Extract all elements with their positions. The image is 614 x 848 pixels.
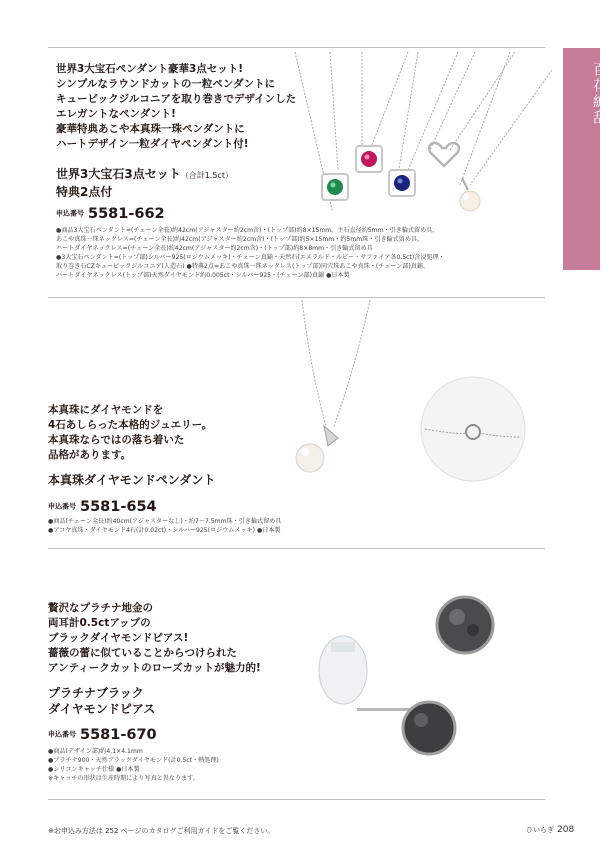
clasp-closeup-photo: [419, 375, 527, 483]
spec-line: ●シリコンキャッチ仕様 ●日本製: [48, 766, 140, 773]
spec-line: あこや真珠一珠ネックレス=(チェーン全長)約42cm(アジャスター約2cm含)・(トップ部)約5×15mm・約5mm珠・引き輪式留め具、: [56, 236, 424, 243]
product-2-title: [48, 472, 215, 488]
spec-line: 取り巻き石CZキュービックジルコニア(人造石) ●特典2点=あこや真珠一珠ネックレス(トップ部)同穴珠あこや真珠・(チェーン部)真鍮、: [56, 263, 430, 270]
spec-line: ●商品(チェーン全長)約40cm(アジャスターなし)・約7～7.5mm珠・引き輪式留め具: [48, 518, 282, 525]
spec-line: ハートダイヤネックレス(トップ部)天然ダイヤモンド約0.005ct・シルバー925・(チェーン部)真鍮 ●日本製: [56, 272, 350, 279]
desc-line: シンプルなラウンドカットの一粒ペンダントに: [56, 78, 276, 90]
desc-line: ブラックダイヤモンドピアス!: [48, 632, 189, 644]
category-tab[interactable]: [563, 48, 613, 270]
order-label: 申込番号: [48, 502, 76, 511]
black-diamond-earring-photo: [305, 590, 505, 775]
desc-line: 本真珠にダイヤモンドを: [48, 404, 164, 416]
heart-pendant: [429, 143, 459, 166]
ruby-pendant: [356, 146, 382, 172]
desc-line: アンティークカットのローズカットが魅力的!: [48, 662, 261, 674]
emerald-pendant: [322, 174, 348, 200]
desc-line: キュービックジルコニアを取り巻きでデザインした: [56, 93, 297, 105]
title-line: 世界3大宝石3点セット: [56, 167, 181, 181]
title-note: （合計1.5ct）: [180, 171, 233, 180]
order-guide-note: ※お申込み方法は 252 ページのカタログご利用ガイドをご覧ください。: [48, 827, 275, 835]
product-2-order: [48, 496, 157, 515]
order-number[interactable]: 5581-654: [80, 498, 157, 515]
order-number[interactable]: 5581-662: [88, 205, 165, 222]
desc-line: 本真珠ならではの落ち着いた: [48, 434, 185, 446]
gemstone-pendant-set-photo: [290, 50, 552, 225]
desc-line: ハートデザイン一粒ダイヤペンダント付!: [56, 138, 249, 150]
desc-line: 4石あしらった本格的ジュエリー。: [48, 419, 213, 431]
page-footer: [526, 825, 574, 835]
divider-2: [48, 548, 545, 549]
product-1-specs: [56, 226, 445, 280]
black-diamond-top: [437, 597, 493, 653]
title-line: 特典2点付: [56, 185, 113, 199]
page-number: 208: [557, 825, 575, 835]
product-3-description: [48, 601, 261, 676]
title-line: ダイヤモンドピアス: [48, 702, 156, 716]
divider-3: [48, 799, 545, 800]
product-1-description: [56, 62, 296, 152]
desc-line: 薔薇の蕾に似ていることからつけられた: [48, 647, 237, 659]
order-number[interactable]: 5581-670: [80, 726, 157, 743]
top-rule: [48, 47, 545, 48]
product-3-specs: [48, 747, 219, 783]
spec-line: ●商品3大宝石ペンダント=(チェーン全長)約42cm(アジャスター約2cm含)・(トップ部)約8×15mm、主石直径約5mm・引き輪式留め具、: [56, 227, 439, 234]
spec-line: ※キャッチの形状は生産時期により写真と異なります。: [48, 775, 199, 782]
title-line: プラチナブラック: [48, 686, 144, 700]
product-2-description: [48, 403, 212, 463]
product-1-title: [56, 166, 233, 200]
title-line: 本真珠ダイヤモンドペンダント: [48, 473, 216, 487]
product-1-order: [56, 203, 165, 222]
spec-line: ●アコヤ真珠・ダイヤモンド4石(計0.02ct)・シルバー925(ロジウムメッキ) ●日本製: [48, 527, 281, 534]
desc-line: 豪華特典あこや本真珠一珠ペンダントに: [56, 123, 245, 135]
spec-line: ●プラチナ900・天然ブラックダイヤモンド(計0.5ct・熱処理): [48, 757, 219, 764]
pearl: [296, 444, 324, 472]
spec-line: ●商品(デザイン部)約4.1×4.1mm: [48, 748, 143, 755]
black-diamond-side: [403, 702, 455, 754]
spec-line: ●3大宝石ペンダント=(トップ部)シルバー925(ロジウムメッキ)・チェーン真鍮・天然石(エメラルド・ルビー・サファイア各0.5ct)含浸処理・: [56, 254, 445, 261]
brand-name: ひいらぎ: [526, 826, 554, 834]
product-3-title: [48, 685, 155, 717]
desc-line: 贅沢なプラチナ地金の: [48, 602, 153, 614]
pearl-pendant: [460, 178, 480, 211]
desc-line: 世界3大宝石ペンダント豪華3点セット!: [56, 63, 244, 75]
desc-line: 両耳計0.5ctアップの: [48, 617, 151, 629]
sapphire-pendant: [389, 170, 415, 196]
order-label: 申込番号: [56, 209, 84, 218]
order-label: 申込番号: [48, 730, 76, 739]
desc-line: エレガントなペンダント!: [56, 108, 176, 120]
product-2-specs: [48, 517, 281, 535]
product-3-order: [48, 724, 157, 743]
category-subtitle: ファッション・ビューティー: [605, 158, 613, 262]
desc-line: 品格があります。: [48, 449, 132, 461]
category-title: 百花繚乱: [591, 62, 607, 126]
spec-line: ハートダイヤネックレス=(チェーン全長)約42cm(アジャスター約2cm含)・(トップ部)約8×8mm・引き輪式留め具: [56, 245, 373, 252]
